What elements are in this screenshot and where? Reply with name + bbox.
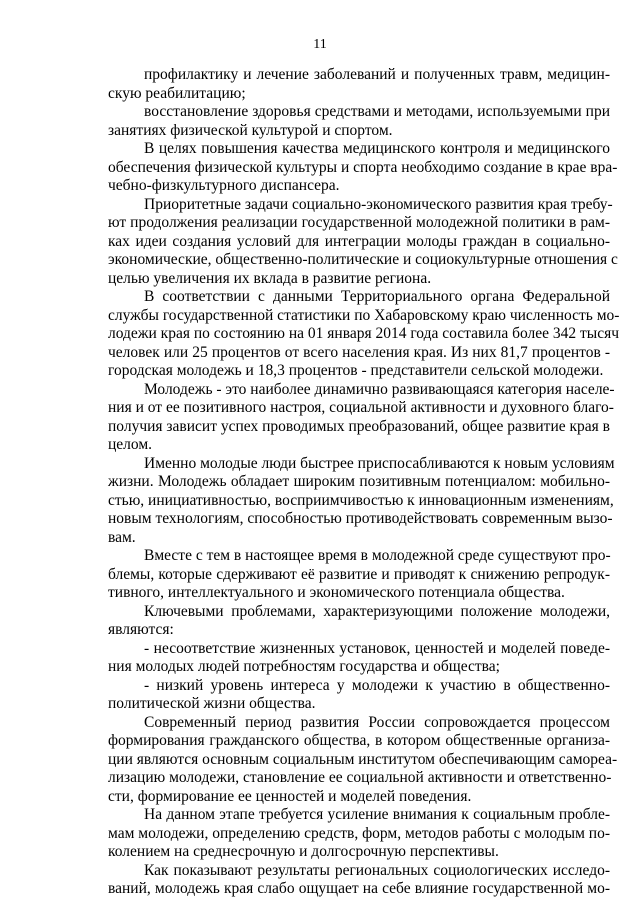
- document-body: [108, 66, 620, 899]
- text-line: блемы, которые сдерживают её развитие и приводят к снижению репродук-: [108, 565, 610, 583]
- text-line: колением на среднесрочную и долгосрочную перспективы.: [108, 843, 499, 860]
- text-line: получия зависит успех проводимых преобразований, общее развитие края в: [108, 417, 610, 435]
- text-line: - несоответствие жизненных установок, ценностей и моделей поведе-: [144, 639, 610, 657]
- text-line: Как показывают результаты региональных социологических исследо-: [144, 861, 610, 879]
- text-line: На данном этапе требуется усиление внимания к социальным пробле-: [144, 806, 610, 823]
- text-line: вам.: [108, 528, 136, 546]
- text-line: Вместе с тем в настоящее время в молодежной среде существуют про-: [144, 547, 611, 564]
- text-line: формирования гражданского общества, в котором общественные организа-: [108, 732, 610, 749]
- text-line: политической жизни общества.: [108, 695, 316, 712]
- text-line: жизни. Молодежь обладает широким позитивным потенциалом: мобильно-: [108, 473, 610, 490]
- text-line: новым технологиям, способностью противодействовать современным вызо-: [108, 510, 613, 527]
- text-line: целью увеличения их вклада в развитие региона.: [108, 269, 432, 287]
- text-line: тивного, интеллектуального и экономического потенциала общества.: [108, 584, 565, 601]
- text-line: ния молодых людей потребностям государства и общества;: [108, 658, 500, 675]
- text-line: - низкий уровень интереса у молодежи к участию в общественно-: [144, 676, 610, 694]
- text-line: стью, инициативностью, восприимчивостью к инновационным изменениям,: [108, 491, 614, 509]
- text-line: Приоритетные задачи социально-экономического развития края требу-: [144, 195, 613, 213]
- text-line: В целях повышения качества медицинского контроля и медицинского: [144, 140, 610, 157]
- text-line: обеспечения физической культуры и спорта необходимо создание в крае вра-: [108, 158, 618, 176]
- text-line: лодежи края по состоянию на 01 января 2014 года составила более 342 тысяч: [108, 325, 620, 342]
- page-number: 11: [313, 37, 327, 52]
- text-line: городская молодежь и 18,3 процентов - представители сельской молодежи.: [108, 362, 604, 379]
- text-line: лизацию молодежи, становление ее социальной активности и ответственно-: [108, 769, 612, 786]
- text-line: занятиях физической культурой и спортом.: [108, 121, 393, 139]
- text-line: Молодежь - это наиболее динамично развивающаяся категория населе-: [144, 380, 615, 398]
- text-line: сти, формирование ее ценностей и моделей поведения.: [108, 787, 472, 805]
- text-line: восстановление здоровья средствами и методами, используемыми при: [144, 103, 610, 120]
- text-line: чебно-физкультурного диспансера.: [108, 177, 340, 194]
- text-line: мам молодежи, определению средств, форм, методов работы с молодым по-: [108, 824, 610, 842]
- text-line: являются:: [108, 621, 174, 638]
- text-line: ции являются основным социальным институтом обеспечивающим самореа-: [108, 750, 618, 768]
- text-line: скую реабилитацию;: [108, 84, 246, 102]
- text-line: службы государственной статистики по Хабаровскому краю численность мо-: [108, 306, 620, 324]
- text-line: ваний, молодежь края слабо ощущает на себе влияние государственной мо-: [108, 880, 610, 897]
- text-line: Ключевыми проблемами, характеризующими положение молодежи,: [144, 602, 610, 620]
- text-line: ют продолжения реализации государственной молодежной политики в рам-: [108, 214, 610, 231]
- text-line: ках идеи создания условий для интеграции молоды граждан в социально-: [108, 232, 610, 250]
- text-line: Именно молодые люди быстрее приспосабливаются к новым условиям: [144, 454, 615, 472]
- text-line: Современный период развития России сопровождается процессом: [144, 713, 610, 731]
- text-line: человек или 25 процентов от всего населения края. Из них 81,7 процентов -: [108, 343, 610, 361]
- text-line: целом.: [108, 436, 153, 453]
- text-line: профилактику и лечение заболеваний и полученных травм, медицин-: [144, 66, 610, 83]
- text-line: В соответствии с данными Территориального органа Федеральной: [144, 288, 610, 305]
- text-line: ния и от ее позитивного настроя, социальной активности и духовного благо-: [108, 399, 614, 416]
- text-line: экономические, общественно-политические и социокультурные отношения с: [108, 251, 618, 268]
